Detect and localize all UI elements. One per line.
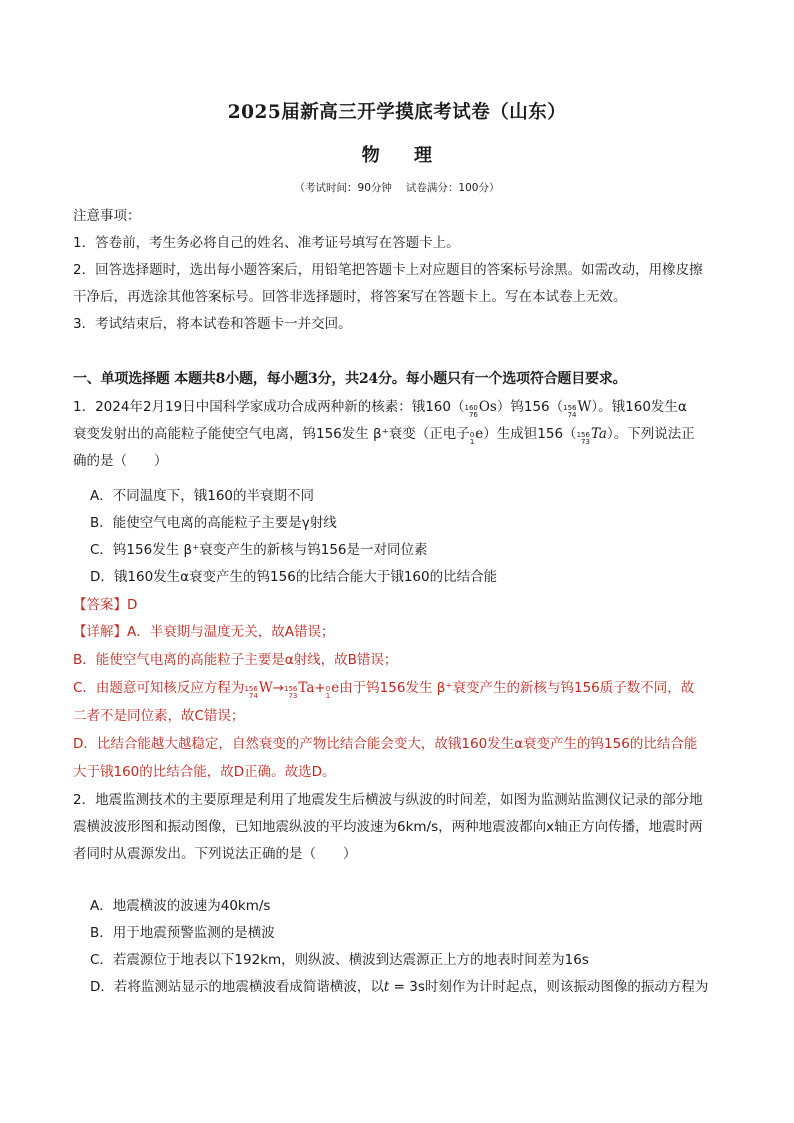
exam-title: 2025届新高三开学摸底考试卷（山东） bbox=[227, 102, 567, 123]
q1-detail-line-6: 大于锇160的比结合能，故D正确。故选D。 bbox=[73, 764, 336, 780]
q2-stem-line-1: 2．地震监测技术的主要原理是利用了地震发生后横波与纵波的时间差，如图为监测站监测仪记录的部分地 bbox=[73, 792, 703, 808]
q1-detail-line-4: 二者不是同位素，故C错误； bbox=[73, 708, 245, 724]
q1-stem-line-1: 1．2024年2月19日中国科学家成功合成两种新的核素：锇160（ 160 76 Os）钨156（ 156 74 W）。锇160发生α bbox=[73, 399, 687, 419]
q2-option-a: A．地震横波的波速为40km/s bbox=[90, 898, 271, 914]
q1-option-d: D．锇160发生α衰变产生的钨156的比结合能大于锇160的比结合能 bbox=[90, 569, 498, 585]
eq-isotope-ta: 156 73 Ta bbox=[284, 680, 315, 700]
isotope-ta: 156 73 Ta bbox=[576, 426, 607, 446]
exam-meta bbox=[0, 180, 794, 195]
q1-detail-line-1: 【详解】A．半衰期与温度无关，故A错误； bbox=[73, 624, 335, 640]
isotope-e: 0 1 e bbox=[469, 426, 484, 446]
eq-arrow: → bbox=[272, 680, 285, 696]
q2-stem-line-2: 震横波波形图和振动图像，已知地震纵波的平均波速为6km/s，两种地震波都向x轴正方向传播，地震时两 bbox=[73, 819, 703, 835]
exam-score: 试卷满分：100分） bbox=[405, 182, 500, 194]
note-item-2-cont: 干净后，再选涂其他答案标号。回答非选择题时，将答案写在答题卡上。写在本试卷上无效。 bbox=[73, 289, 627, 305]
q1-detail-line-3: C．由题意可知核反应方程为 156 74 W→ 156 73 Ta+ 0 1 e由于钨156发生 β⁺衰变产生的新核与钨156质子数不同，故 bbox=[73, 680, 695, 700]
q1-detail-line-5: D．比结合能越大越稳定，自然衰变的产物比结合能会变大，故锇160发生α衰变产生的钨156的比结合能 bbox=[73, 736, 698, 752]
detail-tag: 【详解】 bbox=[73, 624, 127, 640]
q1-stem-line-3: 确的是（ ） bbox=[73, 453, 168, 469]
notes-heading: 注意事项： bbox=[73, 208, 141, 224]
exam-time: （考试时间：90分钟 bbox=[294, 182, 392, 194]
note-item-2: 2．回答选择题时，选出每小题答案后，用铅笔把答题卡上对应题目的答案标号涂黑。如需改动，用橡皮擦 bbox=[73, 262, 703, 278]
eq-isotope-e: 0 1 e bbox=[325, 680, 340, 700]
q1-stem-line-2: 衰变发射出的高能粒子能使空气电离，钨156发生 β⁺衰变（正电子 0 1 e）生成钽156（ 156 73 Ta）。下列说法正 bbox=[73, 426, 695, 446]
q2-option-d: D．若将监测站显示的地震横波看成简谐横波，以t = 3s时刻作为计时起点，则该振动图像的振动方程为 bbox=[90, 979, 709, 995]
subject-char-2: 理 bbox=[414, 145, 433, 166]
note-item-1: 1．答卷前，考生务必将自己的姓名、准考证号填写在答题卡上。 bbox=[73, 235, 460, 251]
subject-char-1: 物 bbox=[361, 145, 380, 166]
q2-option-c: C．若震源位于地表以下192km，则纵波、横波到达震源正上方的地表时间差为16s bbox=[90, 952, 589, 968]
q1-answer: 【答案】D bbox=[73, 597, 138, 613]
subject-title bbox=[0, 141, 794, 167]
section-heading: 一、单项选择题 本题共8小题，每小题3分，共24分。每小题只有一个选项符合题目要求。 bbox=[73, 371, 627, 387]
q2-option-b: B．用于地震预警监测的是横波 bbox=[90, 925, 275, 941]
q1-option-b: B．能使空气电离的高能粒子主要是γ射线 bbox=[90, 515, 337, 531]
q1-detail-line-2: B．能使空气电离的高能粒子主要是α射线，故B错误； bbox=[73, 652, 398, 668]
note-item-3: 3．考试结束后，将本试卷和答题卡一并交回。 bbox=[73, 316, 352, 332]
eq-plus: + bbox=[314, 680, 326, 696]
isotope-w: 156 74 W bbox=[563, 399, 592, 419]
isotope-os: 160 76 Os bbox=[464, 399, 497, 419]
q2-stem-line-3: 者同时从震源发出。下列说法正确的是（ ） bbox=[73, 846, 357, 862]
q1-option-a: A．不同温度下，锇160的半衰期不同 bbox=[90, 488, 315, 504]
eq-isotope-w: 156 74 W bbox=[244, 680, 273, 700]
q1-option-c: C．钨156发生 β⁺衰变产生的新核与钨156是一对同位素 bbox=[90, 542, 428, 558]
